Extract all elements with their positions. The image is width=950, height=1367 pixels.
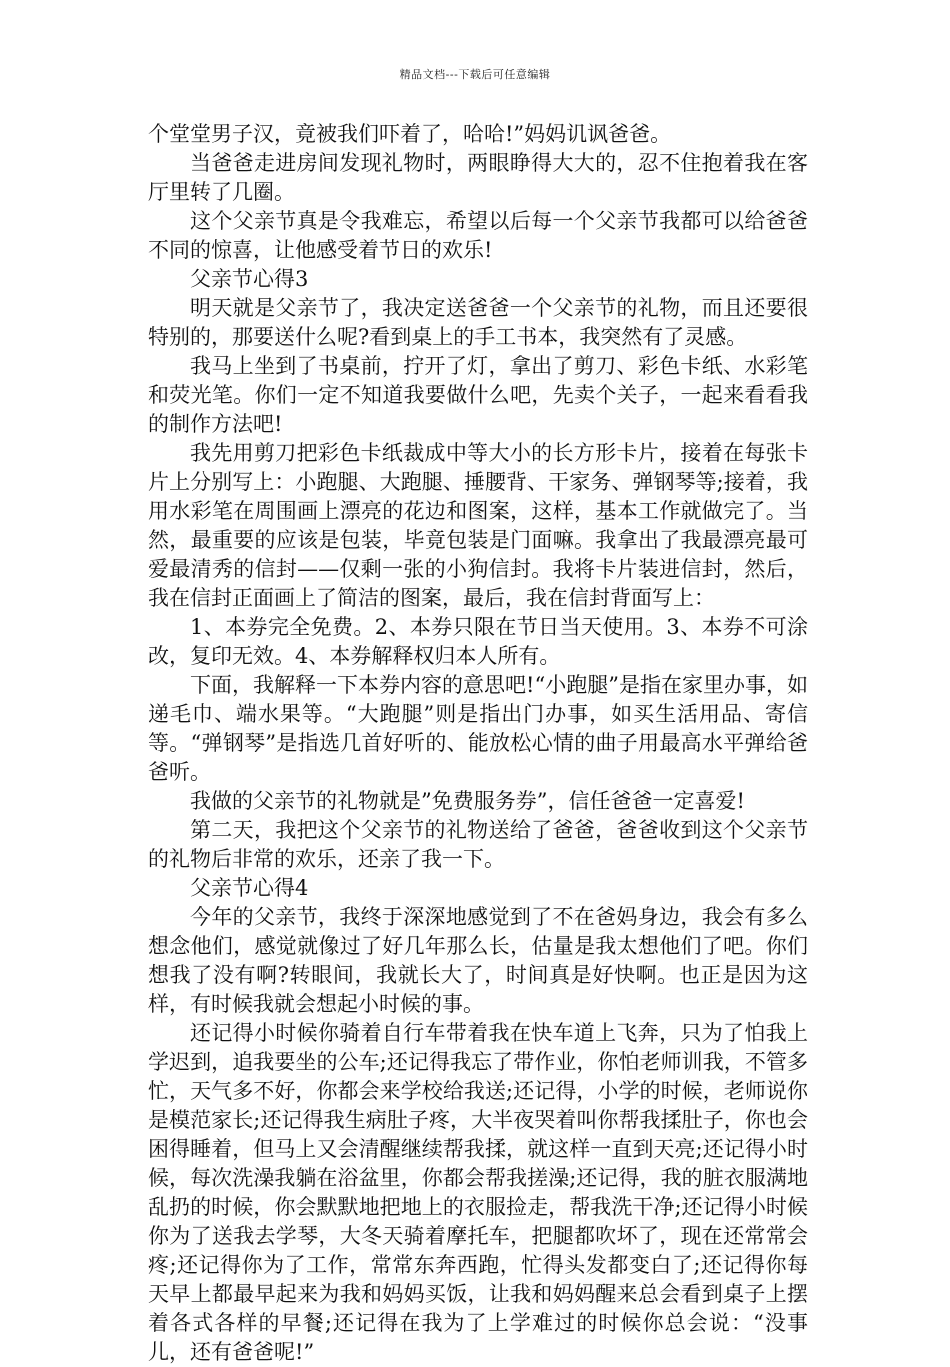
paragraph: 1、本券完全免费。2、本券只限在节日当天使用。3、本券不可涂改，复印无效。4、本券解释权归本人所有。 <box>148 615 808 668</box>
paragraph: 今年的父亲节，我终于深深地感觉到了不在爸妈身边，我会有多么想念他们，感觉就像过了好几年那么长，估量是我太想他们了吧。你们想我了没有啊?转眼间，我就长大了，时间真是好快啊。也正是因为这样，有时候我就会想起小时候的事。 <box>148 905 808 1016</box>
paragraph: 明天就是父亲节了，我决定送爸爸一个父亲节的礼物，而且还要很特别的，那要送什么呢?看到桌上的手工书本，我突然有了灵感。 <box>148 296 808 349</box>
paragraph: 下面，我解释一下本券内容的意思吧!“小跑腿”是指在家里办事，如递毛巾、端水果等。“大跑腿”则是指出门办事，如买生活用品、寄信等。“弹钢琴”是指选几首好听的、能放松心情的曲子用最高水平弹给爸爸听。 <box>148 673 808 784</box>
paragraph: 个堂堂男子汉，竟被我们吓着了，哈哈!”妈妈讥讽爸爸。 <box>148 122 672 146</box>
paragraph: 我马上坐到了书桌前，拧开了灯，拿出了剪刀、彩色卡纸、水彩笔和荧光笔。你们一定不知道我要做什么吧，先卖个关子，一起来看看我的制作方法吧! <box>148 354 808 436</box>
paragraph: 还记得小时候你骑着自行车带着我在快车道上飞奔，只为了怕我上学迟到，追我要坐的公车;还记得我忘了带作业，你怕老师训我，不管多忙，天气多不好，你都会来学校给我送;还记得，小学的时候，老师说你是模范家长;还记得我生病肚子疼，大半夜哭着叫你帮我揉肚子，你也会困得睡着，但马上又会清醒继续帮我揉，就这样一直到天亮;还记得小时候，每次洗澡我躺在浴盆里，你都会帮我搓澡;还记得，我的脏衣服满地乱扔的时候，你会默默地把地上的衣服捡走，帮我洗干净;还记得小时候你为了送我去学琴，大冬天骑着摩托车，把腿都吹坏了，现在还常常会疼;还记得你为了工作，常常东奔西跑，忙得头发都变白了;还记得你每天早上都最早起来为我和妈妈买饭，让我和妈妈醒来总会看到桌子上摆着各式各样的早餐;还记得在我为了上学难过的时候你总会说：“没事儿，还有爸爸呢!” <box>148 1021 808 1364</box>
section-heading: 父亲节心得3 <box>190 267 309 291</box>
paragraph: 第二天，我把这个父亲节的礼物送给了爸爸，爸爸收到这个父亲节的礼物后非常的欢乐，还亲了我一下。 <box>148 818 808 871</box>
page-header: 精品文档---下载后可任意编辑 <box>399 68 551 81</box>
paragraph: 当爸爸走进房间发现礼物时，两眼睁得大大的，忍不住抱着我在客厅里转了几圈。 <box>148 151 808 204</box>
paragraph: 我先用剪刀把彩色卡纸裁成中等大小的长方形卡片，接着在每张卡片上分别写上：小跑腿、大跑腿、捶腰背、干家务、弹钢琴等;接着，我用水彩笔在周围画上漂亮的花边和图案，这样，基本工作就做完了。当然，最重要的应该是包装，毕竟包装是门面嘛。我拿出了我最漂亮最可爱最清秀的信封——仅剩一张的小狗信封。我将卡片装进信封，然后，我在信封正面画上了简洁的图案，最后，我在信封背面写上： <box>148 441 808 610</box>
document-body <box>148 120 808 1367</box>
paragraph: 我做的父亲节的礼物就是”免费服务券”，信任爸爸一定喜爱! <box>190 789 745 813</box>
paragraph: 这个父亲节真是令我难忘，希望以后每一个父亲节我都可以给爸爸不同的惊喜，让他感受着节日的欢乐! <box>148 209 808 262</box>
section-heading: 父亲节心得4 <box>190 876 309 900</box>
